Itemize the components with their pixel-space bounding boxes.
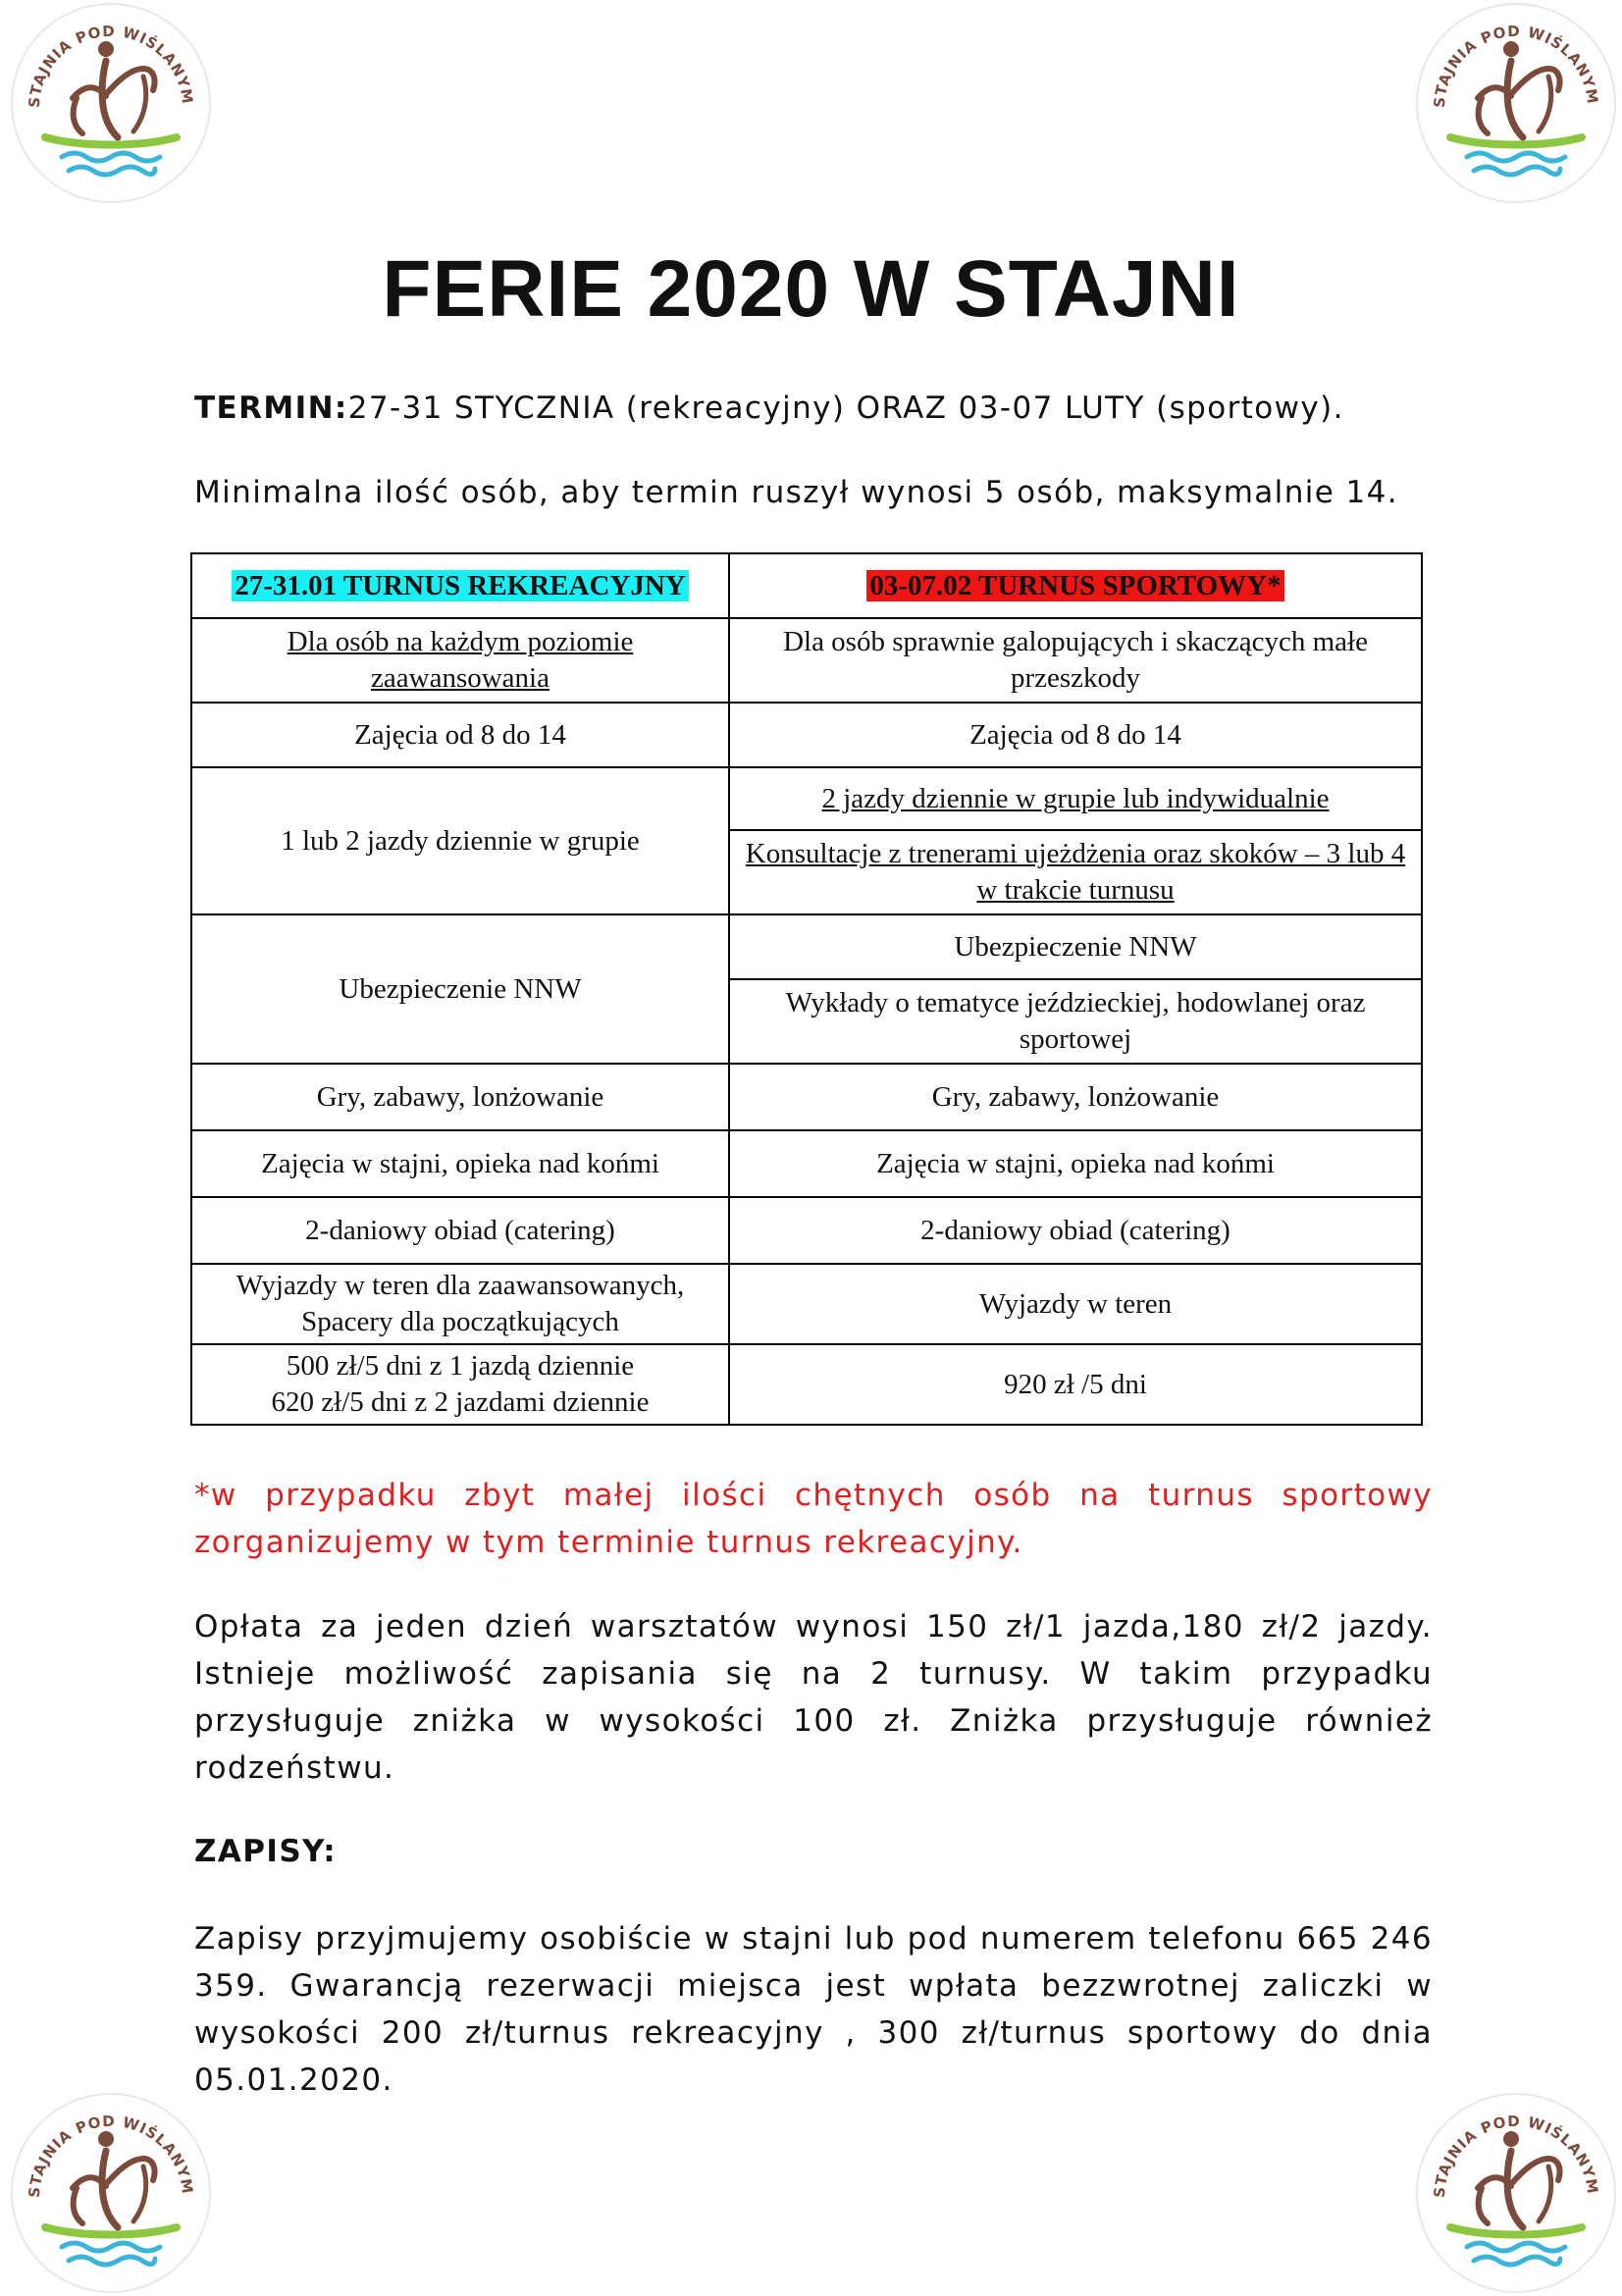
lunch-left: 2-daniowy obiad (catering) — [191, 1197, 729, 1264]
page-title: FERIE 2020 W STAJNI — [382, 244, 1240, 334]
logo-bottom-left — [8, 2090, 214, 2296]
games-right: Gry, zabawy, lonżowanie — [729, 1064, 1422, 1130]
level-left: Dla osób na każdym poziomie zaawansowania — [191, 618, 729, 703]
trips-left-line2: Spacery dla początkujących — [301, 1306, 619, 1337]
header-left: 27-31.01 TURNUS REKREACYJNY — [191, 553, 729, 618]
price-left-line2: 620 zł/5 dni z 2 jazdami dziennie — [271, 1386, 650, 1418]
trips-left-line1: Wyjazdy w teren dla zaawansowanych, — [235, 1270, 685, 1301]
fee-text: Opłata za jeden dzień warsztatów wynosi 150 zł/1 jazda,180 zł/2 jazdy. Istnieje możliwość zapisania się na 2 turnusy. W takim przypadku przysługuje zniżka w wysokości 100 zł. Zniżka przysługuje również rodzeństwu. — [194, 1609, 1433, 1786]
trips-left — [191, 1264, 729, 1344]
termin-label: TERMIN: — [194, 391, 348, 426]
rides-left: 1 lub 2 jazdy dziennie w grupie — [191, 767, 729, 914]
insurance-right: Ubezpieczenie NNW — [729, 914, 1422, 979]
stable-left: Zajęcia w stajni, opieka nad końmi — [191, 1130, 729, 1197]
stable-right: Zajęcia w stajni, opieka nad końmi — [729, 1130, 1422, 1197]
lectures-right: Wykłady o tematyce jeździeckiej, hodowlanej oraz sportowej — [729, 979, 1422, 1064]
hours-right: Zajęcia od 8 do 14 — [729, 703, 1422, 767]
logo-top-right — [1413, 0, 1619, 206]
min-people-text: Minimalna ilość osób, aby termin ruszył wynosi 5 osób, maksymalnie 14. — [194, 475, 1398, 510]
zapisy-heading: ZAPISY: — [194, 1834, 338, 1869]
price-left — [191, 1344, 729, 1425]
zapisy-text: Zapisy przyjmujemy osobiście w stajni lub pod numerem telefonu 665 246 359. Gwarancją rezerwacji miejsca jest wpłata bezzwrotnej zaliczki w wysokości 200 zł/turnus rekreacyjny , 300 zł/turnus sportowy do dnia 05.01.2020. — [194, 1921, 1433, 2098]
level-right: Dla osób sprawnie galopujących i skaczących małe przeszkody — [729, 618, 1422, 703]
trips-right: Wyjazdy w teren — [729, 1264, 1422, 1344]
hours-left: Zajęcia od 8 do 14 — [191, 703, 729, 767]
insurance-left: Ubezpieczenie NNW — [191, 914, 729, 1064]
lunch-right: 2-daniowy obiad (catering) — [729, 1197, 1422, 1264]
camp-comparison-table — [190, 552, 1423, 1426]
logo-top-left — [8, 0, 214, 206]
price-left-line1: 500 zł/5 dni z 1 jazdą dziennie — [286, 1350, 635, 1382]
sport-camp-note: *w przypadku zbyt małej ilości chętnych osób na turnus sportowy zorganizujemy w tym terminie turnus rekreacyjny. — [194, 1478, 1433, 1560]
consult-right: Konsultacje z trenerami ujeżdżenia oraz skoków – 3 lub 4 w trakcie turnusu — [729, 830, 1422, 914]
price-right: 920 zł /5 dni — [729, 1344, 1422, 1425]
termin-text: 27-31 STYCZNIA (rekreacyjny) ORAZ 03-07 LUTY (sportowy). — [347, 391, 1344, 426]
header-right: 03-07.02 TURNUS SPORTOWY* — [729, 553, 1422, 618]
rides-right: 2 jazdy dziennie w grupie lub indywidualnie — [729, 767, 1422, 830]
logo-bottom-right — [1413, 2090, 1619, 2296]
termin-line — [194, 385, 1433, 432]
games-left: Gry, zabawy, lonżowanie — [191, 1064, 729, 1130]
